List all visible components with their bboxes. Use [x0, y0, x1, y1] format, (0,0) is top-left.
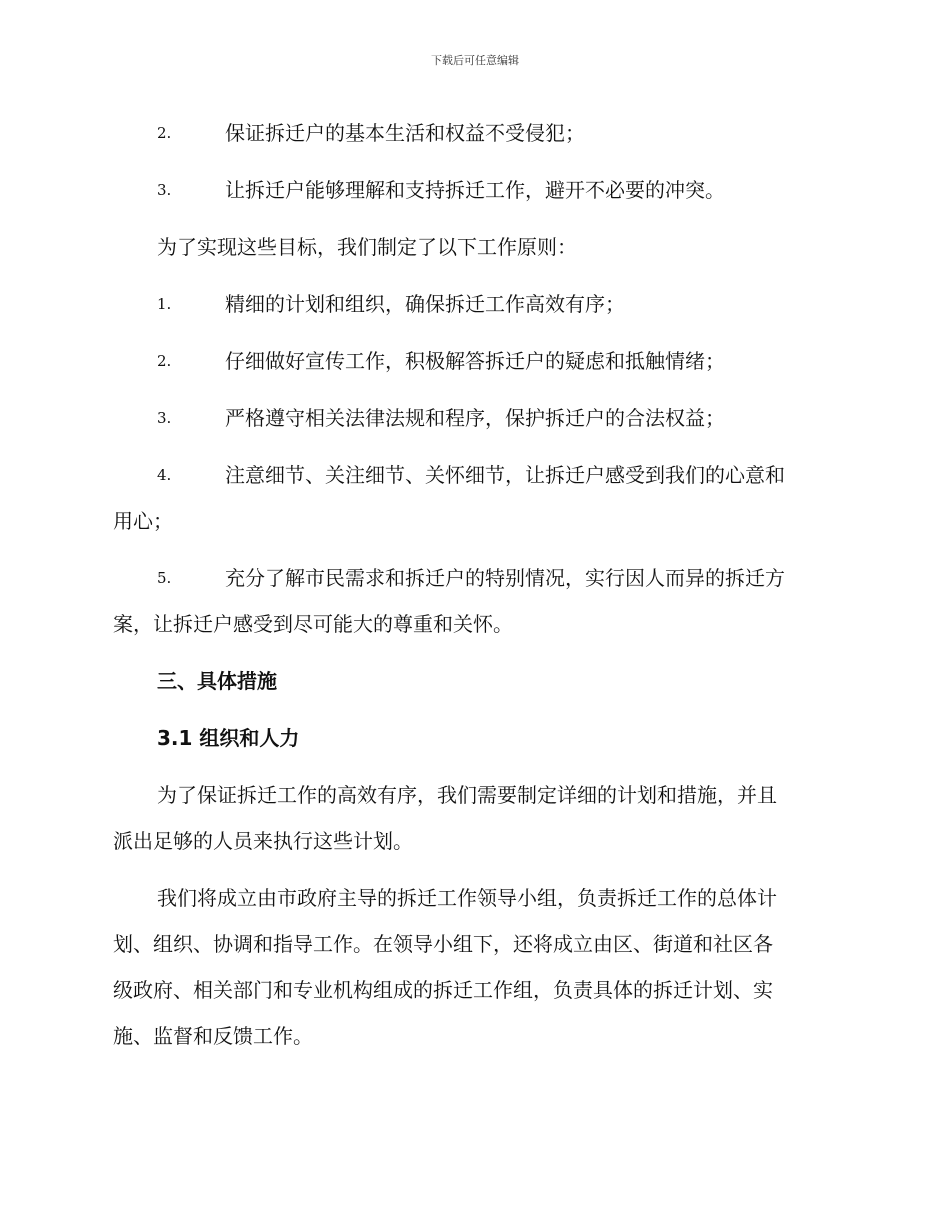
- list-number: 2.: [157, 352, 172, 370]
- list-number: 3.: [157, 409, 172, 427]
- section-title: 三、具体措施: [157, 669, 277, 693]
- paragraph-line: 划、组织、协调和指导工作。在领导小组下，还将成立由区、街道和社区各: [113, 932, 773, 956]
- page-header: 下载后可任意编辑: [431, 54, 519, 67]
- list-item: [113, 452, 835, 544]
- list-text: 精细的计划和组织，确保拆迁工作高效有序；: [225, 292, 625, 316]
- list-text: 充分了解市民需求和拆迁户的特别情况，实行因人而异的拆迁方: [225, 566, 785, 590]
- list-text-continuation: 案，让拆迁户感受到尽可能大的尊重和关怀。: [113, 612, 513, 636]
- list-text: 严格遵守相关法律法规和程序，保护拆迁户的合法权益；: [225, 406, 725, 430]
- paragraph-line: 我们将成立由市政府主导的拆迁工作领导小组，负责拆迁工作的总体计: [157, 886, 777, 910]
- paragraph-line: 为了保证拆迁工作的高效有序，我们需要制定详细的计划和措施，并且: [157, 783, 777, 807]
- paragraph-line: 派出足够的人员来执行这些计划。: [113, 829, 413, 853]
- list-number: 2.: [157, 124, 172, 142]
- list-number: 1.: [157, 295, 172, 313]
- list-item: [113, 167, 835, 213]
- list-text: 注意细节、关注细节、关怀细节，让拆迁户感受到我们的心意和: [225, 463, 785, 487]
- paragraph-line: 级政府、相关部门和专业机构组成的拆迁工作组，负责具体的拆迁计划、实: [113, 978, 773, 1002]
- list-number: 4.: [157, 466, 172, 484]
- list-item-line: [113, 555, 835, 601]
- list-item: [113, 338, 835, 384]
- paragraph: [113, 875, 835, 1059]
- list-item: [113, 555, 835, 647]
- document-body: [113, 110, 835, 1059]
- list-item: [113, 395, 835, 441]
- list-number: 3.: [157, 181, 172, 199]
- subsection-title: 3.1 组织和人力: [157, 726, 300, 750]
- list-text: 保证拆迁户的基本生活和权益不受侵犯；: [225, 121, 585, 145]
- paragraph: [113, 772, 835, 864]
- list-item-line: [113, 452, 835, 498]
- list-text: 仔细做好宣传工作，积极解答拆迁户的疑虑和抵触情绪；: [225, 349, 725, 373]
- list-text: 让拆迁户能够理解和支持拆迁工作，避开不必要的冲突。: [225, 178, 725, 202]
- list-item: [113, 110, 835, 156]
- list-item: [113, 281, 835, 327]
- paragraph-line: 施、监督和反馈工作。: [113, 1024, 313, 1048]
- principles-intro: 为了实现这些目标，我们制定了以下工作原则：: [157, 235, 577, 259]
- list-number: 5.: [157, 569, 172, 587]
- list-text-continuation: 用心；: [113, 509, 173, 533]
